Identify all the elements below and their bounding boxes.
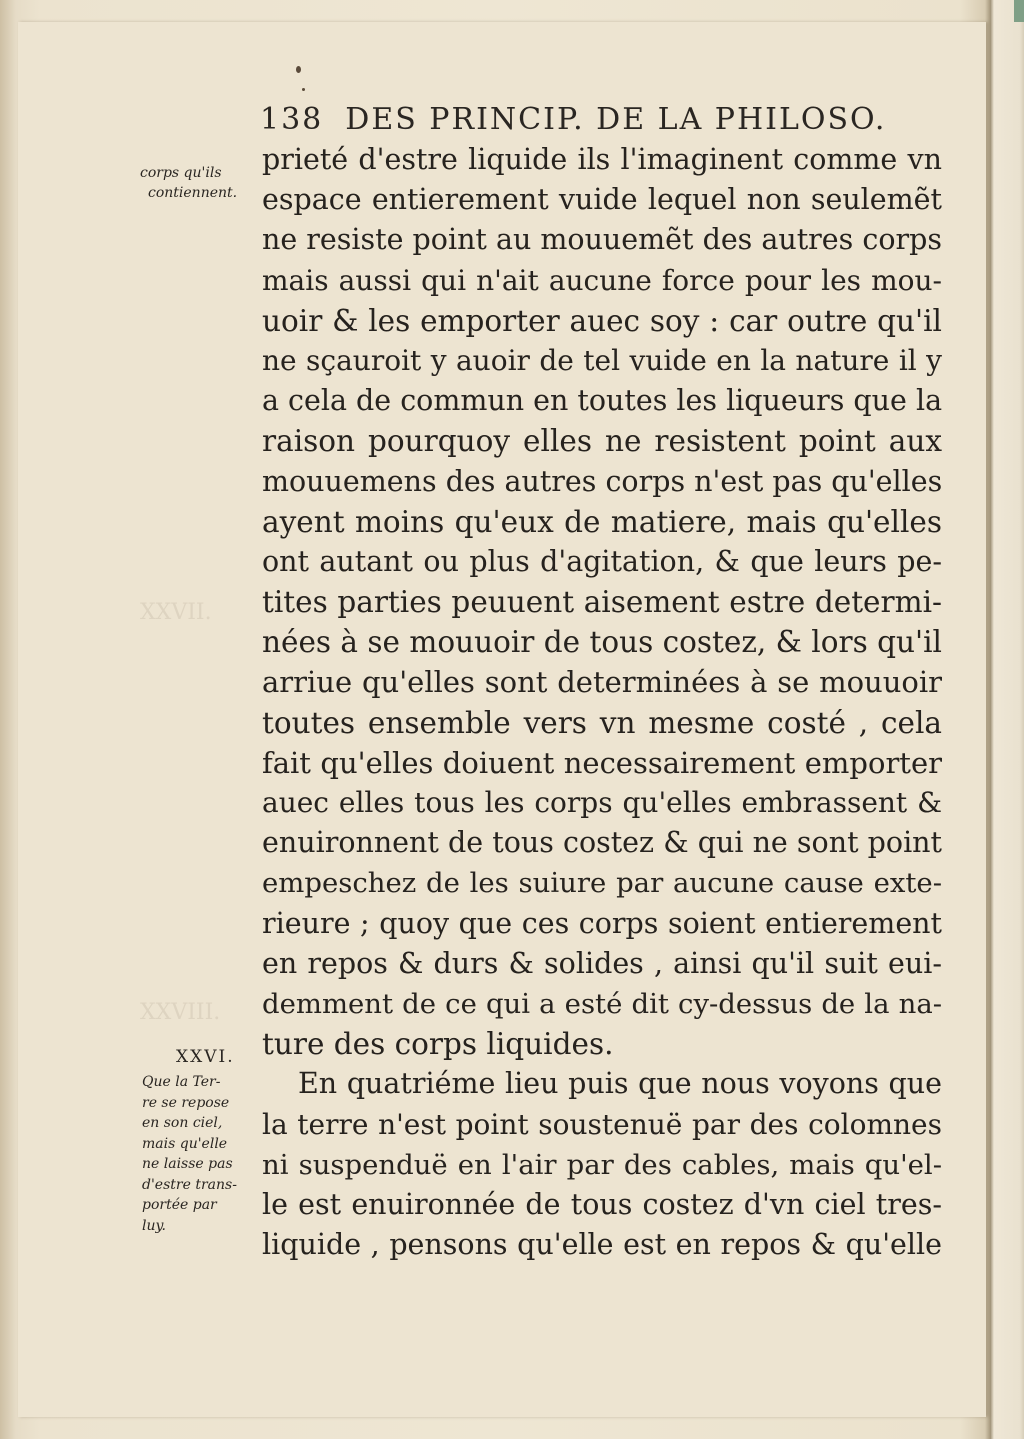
body-line: raison pourquoy elles ne resistent point aux — [262, 424, 942, 459]
margin-note-line: d'estre trans- — [142, 1176, 237, 1193]
body-text — [262, 140, 942, 1265]
body-line: prieté d'estre liquide ils l'imaginent comme vn — [262, 143, 942, 176]
body-line: liquide , pensons qu'elle est en repos & qu'elle — [262, 1228, 942, 1262]
body-line: tites parties peuuent aisement estre determi- — [262, 585, 942, 620]
section-number: XXVI. — [176, 1047, 235, 1067]
body-line: mais aussi qui n'ait aucune force pour les mou- — [262, 263, 942, 297]
body-line: en repos & durs & solides , ainsi qu'il suit eui- — [262, 946, 942, 980]
margin-note-line: Que la Ter- — [142, 1074, 221, 1090]
body-line: ne sçauroit y auoir de tel vuide en la nature il y — [262, 343, 942, 377]
body-line: uoir & les emporter auec soy : car outre qu'il — [262, 303, 942, 338]
binding-edge-mark — [1014, 0, 1024, 22]
margin-note-line: corps qu'ils — [140, 165, 222, 181]
body-line: ne resiste point au mouuemẽt des autres corps — [262, 223, 942, 257]
body-line: ayent moins qu'eux de matiere, mais qu'elles — [262, 504, 942, 539]
margin-note-line: mais qu'elle — [142, 1135, 228, 1152]
margin-note-top — [140, 163, 255, 203]
running-title: DES PRINCIP. DE LA PHILOSO. — [345, 102, 887, 137]
body-line: nées à se mouuoir de tous costez, & lors qu'il — [262, 625, 942, 660]
body-line: enuironnent de tous costez & qui ne sont point — [262, 826, 942, 860]
ink-speck — [302, 88, 305, 91]
body-line: ont autant ou plus d'agitation, & que leurs pe- — [262, 544, 942, 578]
body-line: demment de ce qui a esté dit cy-dessus de la na- — [262, 987, 942, 1020]
body-line: rieure ; quoy que ces corps soient entierement — [262, 906, 942, 940]
body-line: fait qu'elles doiuent necessairement emporter — [262, 745, 942, 780]
margin-note-bottom — [142, 1072, 257, 1236]
body-line: a cela de commun en toutes les liqueurs que la — [262, 384, 943, 418]
margin-note-line: re se repose — [142, 1094, 230, 1111]
body-line: la terre n'est point soustenuë par des colomnes — [262, 1107, 942, 1141]
show-through-mark: XXVIII. — [140, 1000, 221, 1025]
margin-note-line: en son ciel, — [142, 1115, 223, 1131]
body-line: En quatriéme lieu puis que nous voyons que — [298, 1067, 942, 1101]
margin-note-line: portée par — [142, 1197, 217, 1213]
ink-speck — [296, 66, 301, 73]
body-line: le est enuironnée de tous costez d'vn ciel tres- — [262, 1187, 942, 1221]
body-line: ni suspenduë en l'air par des cables, mais qu'el- — [262, 1148, 942, 1181]
body-line: ture des corps liquides. — [262, 1027, 614, 1062]
body-line: empeschez de les suiure par aucune cause exte- — [262, 867, 942, 900]
body-line: toutes ensemble vers vn mesme costé , cela — [262, 705, 942, 740]
body-line: arriue qu'elles sont determinées à se mouuoir — [262, 665, 942, 700]
show-through-mark: XXVII. — [140, 600, 212, 625]
margin-note-line: contiennent. — [148, 185, 238, 201]
body-line: mouuemens des autres corps n'est pas qu'elles — [262, 464, 943, 498]
body-line: espace entierement vuide lequel non seulemẽt — [262, 183, 942, 217]
margin-note-line: ne laisse pas — [142, 1156, 233, 1172]
next-page-edge — [990, 0, 1024, 1439]
body-line: auec elles tous les corps qu'elles embrassent & — [262, 786, 942, 819]
page-number: 138 — [260, 102, 324, 137]
running-head — [260, 102, 900, 137]
margin-note-line: luy. — [142, 1217, 166, 1234]
